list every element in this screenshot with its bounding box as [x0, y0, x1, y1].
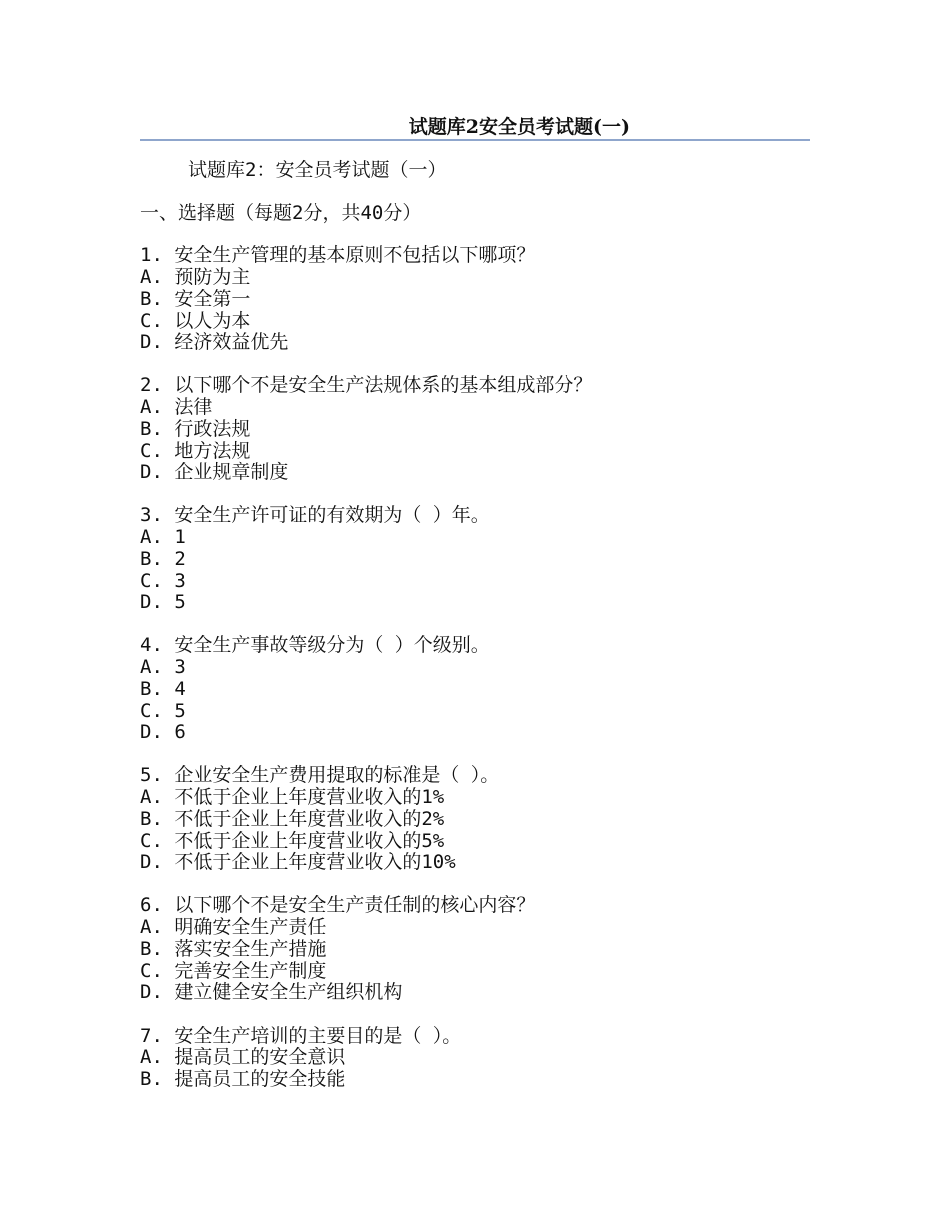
- page-header-title: 试题库2安全员考试题(一): [408, 116, 630, 138]
- option-c: C. 不低于企业上年度营业收入的5%: [140, 829, 445, 852]
- option-b: B. 2: [140, 547, 186, 570]
- option-a: A. 1: [140, 526, 186, 549]
- option-a: A. 明确安全生产责任: [140, 916, 327, 939]
- question-stem: 3. 安全生产许可证的有效期为（ ）年。: [140, 504, 490, 527]
- document-subtitle: 试题库2：安全员考试题（一）: [188, 159, 447, 181]
- question-1: [140, 245, 820, 354]
- option-a: A. 3: [140, 656, 186, 679]
- option-c: C. 5: [140, 699, 186, 722]
- option-b: B. 提高员工的安全技能: [140, 1067, 346, 1090]
- question-stem: 7. 安全生产培训的主要目的是（ ）。: [140, 1024, 462, 1047]
- question-7: [140, 1026, 820, 1091]
- question-5: [140, 765, 820, 874]
- option-b: B. 安全第一: [140, 287, 251, 310]
- question-2: [140, 375, 820, 484]
- question-stem: 1. 安全生产管理的基本原则不包括以下哪项？: [140, 244, 536, 267]
- option-a: A. 提高员工的安全意识: [140, 1046, 346, 1069]
- option-c: C. 3: [140, 569, 186, 592]
- question-stem: 4. 安全生产事故等级分为（ ）个级别。: [140, 634, 490, 657]
- question-3: [140, 505, 820, 614]
- option-a: A. 法律: [140, 396, 213, 419]
- option-d: D. 经济效益优先: [140, 331, 289, 354]
- header-divider: [140, 139, 810, 141]
- option-c: C. 地方法规: [140, 439, 251, 462]
- option-a: A. 不低于企业上年度营业收入的1%: [140, 786, 445, 809]
- question-stem: 5. 企业安全生产费用提取的标准是（ ）。: [140, 764, 500, 787]
- question-4: [140, 635, 820, 744]
- option-a: A. 预防为主: [140, 266, 251, 289]
- question-6: [140, 895, 820, 1004]
- question-stem: 6. 以下哪个不是安全生产责任制的核心内容？: [140, 894, 536, 917]
- section-heading: 一、选择题（每题2分，共40分）: [140, 201, 422, 224]
- option-c: C. 完善安全生产制度: [140, 959, 327, 982]
- option-c: C. 以人为本: [140, 309, 251, 332]
- option-d: D. 企业规章制度: [140, 461, 289, 484]
- option-b: B. 4: [140, 677, 186, 700]
- option-d: D. 不低于企业上年度营业收入的10%: [140, 851, 456, 874]
- option-b: B. 不低于企业上年度营业收入的2%: [140, 807, 445, 830]
- option-d: D. 5: [140, 591, 186, 614]
- document-body: [140, 160, 820, 1112]
- option-d: D. 6: [140, 721, 186, 744]
- option-b: B. 落实安全生产措施: [140, 937, 327, 960]
- option-b: B. 行政法规: [140, 417, 251, 440]
- option-d: D. 建立健全安全生产组织机构: [140, 981, 403, 1004]
- question-stem: 2. 以下哪个不是安全生产法规体系的基本组成部分？: [140, 374, 593, 397]
